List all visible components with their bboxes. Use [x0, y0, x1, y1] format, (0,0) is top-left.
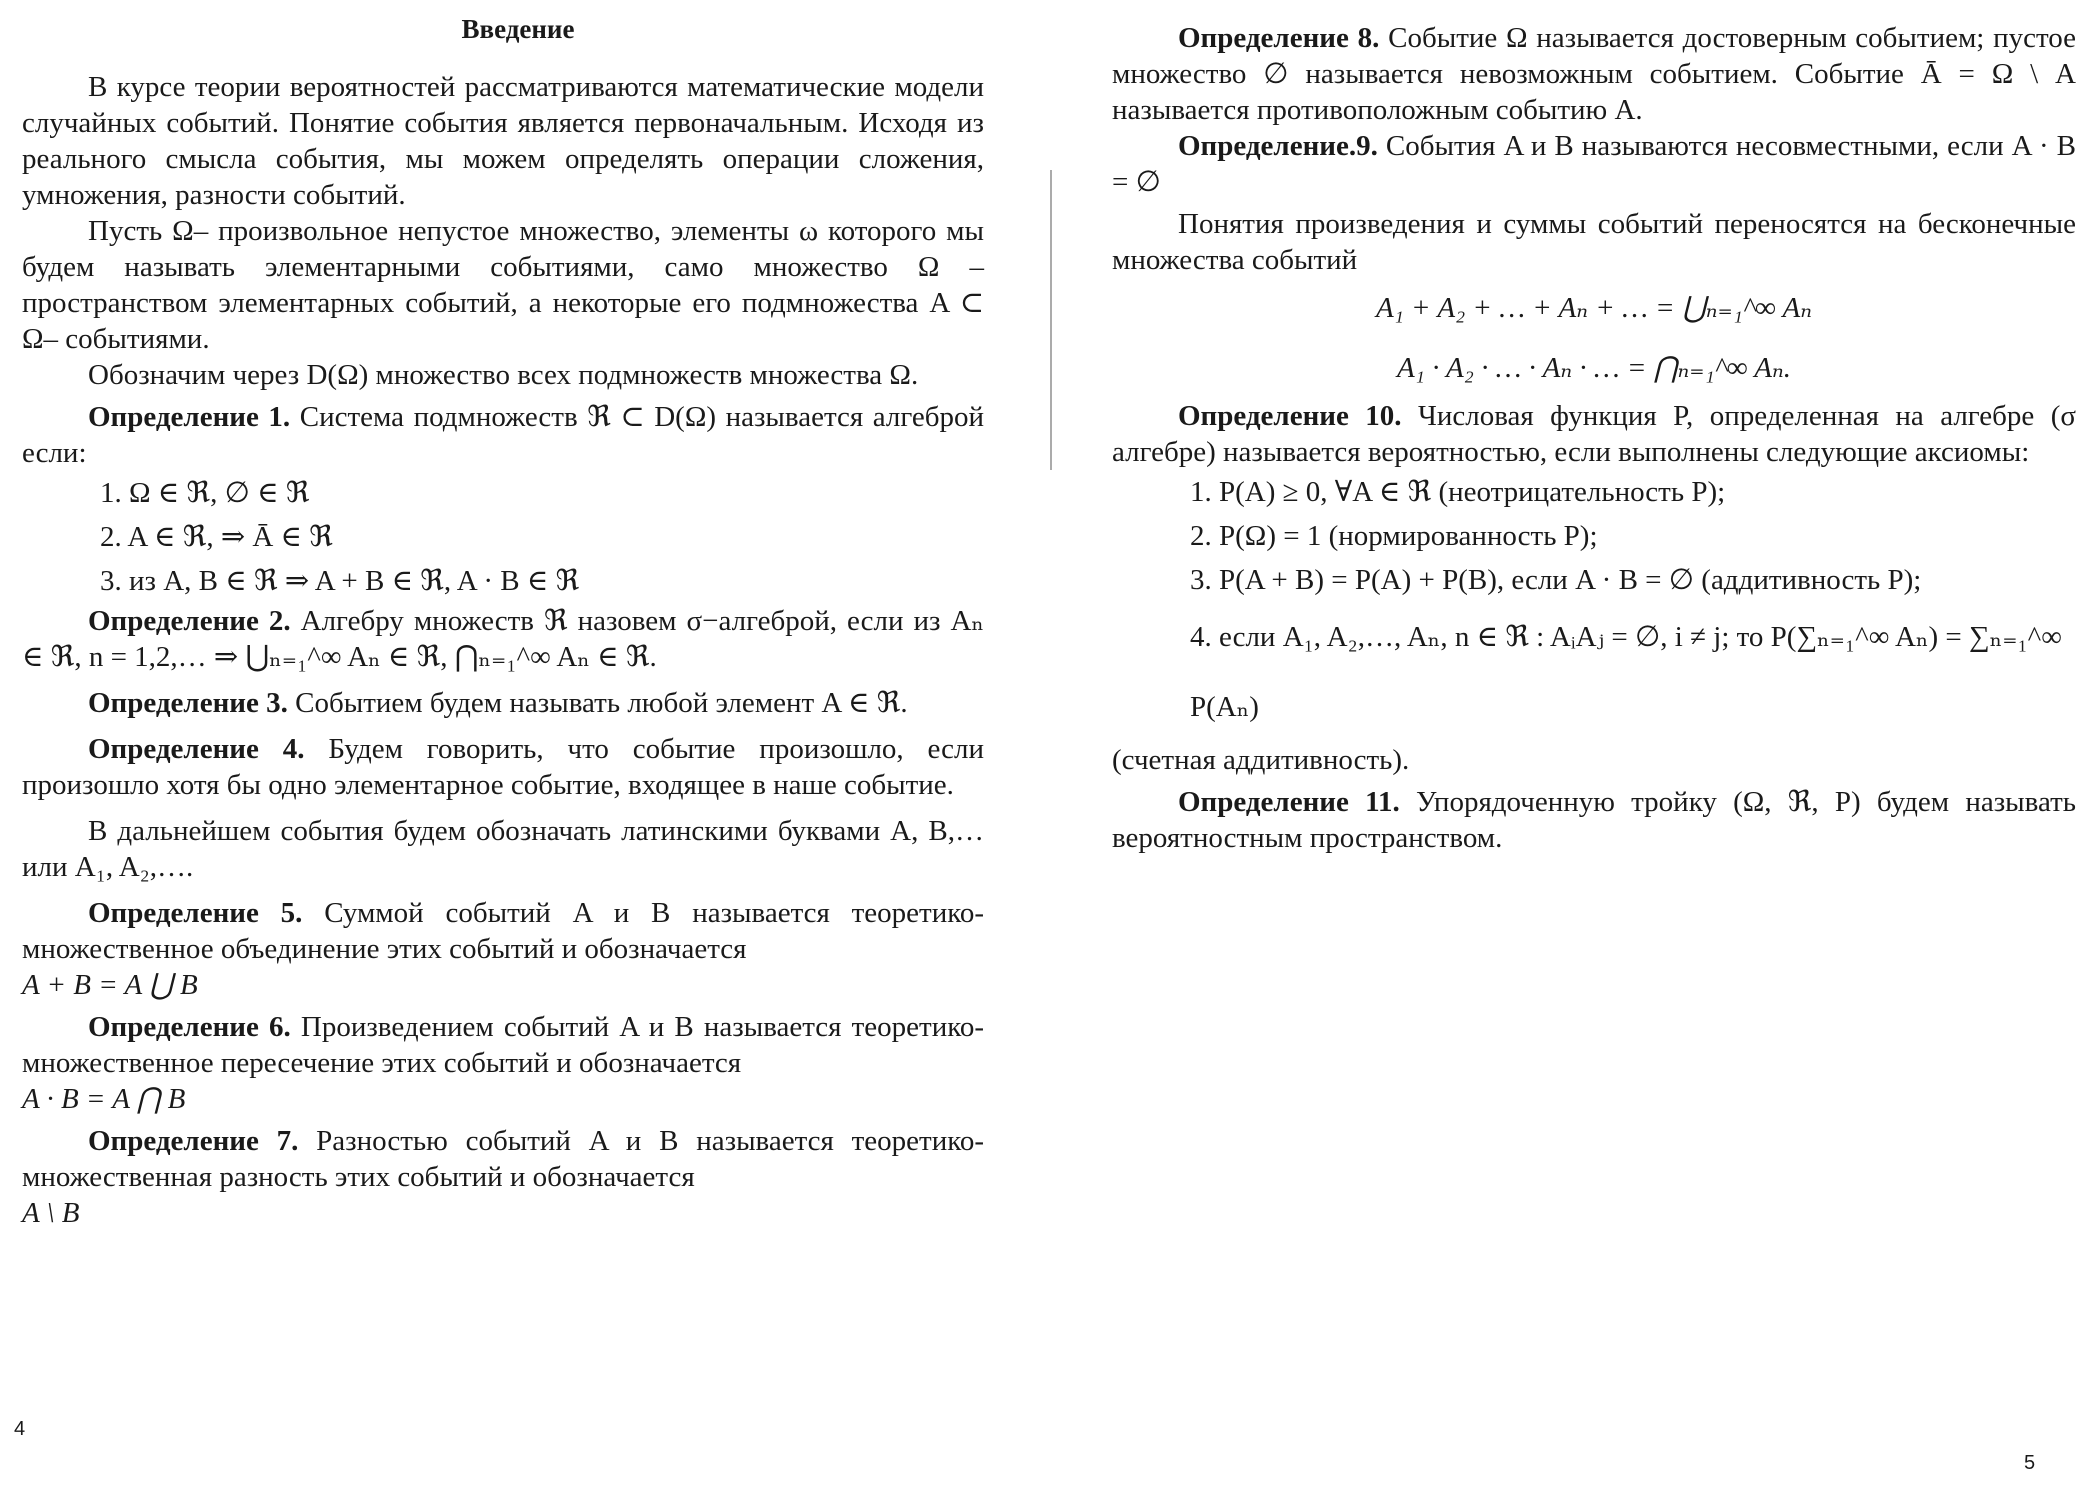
- definition-6-formula: [22, 1081, 984, 1117]
- union-formula: A + B = A ⋃ B: [22, 969, 198, 1001]
- definition-9-title: Определение.9.: [1178, 130, 1378, 162]
- definition-2-title: Определение 2.: [88, 605, 291, 637]
- infinite-sum-formula: A₁ + A₂ + … + Aₙ + … = ⋃ₙ₌₁^∞ Aₙ: [1376, 292, 1812, 324]
- definition-6-text: Произведением событий A и B называется теоретико-множественное пересечение этих событий и обозначается: [22, 1011, 985, 1079]
- axiom-1: 1. P(A) ≥ 0, ∀A ∈ ℜ (неотрицательность P);: [1190, 476, 1726, 508]
- intersection-formula: A · B = A ⋂ B: [22, 1083, 186, 1115]
- notation-paragraph: В дальнейшем события будем обозначать латинскими буквами A, B,… или A₁, A₂,….: [22, 815, 984, 883]
- definition-10-text: Числовая функция P, определенная на алгебре (σ алгебре) называется вероятностью, если выполнены следующие аксиомы:: [1112, 400, 2077, 468]
- def1-item-3: 3. из A, B ∈ ℜ ⇒ A + B ∈ ℜ, A · B ∈ ℜ: [100, 565, 580, 597]
- definition-11-title: Определение 11.: [1178, 786, 1400, 818]
- axiom-4-tail: (счетная аддитивность).: [1112, 744, 1410, 776]
- definition-7: [22, 1123, 984, 1195]
- definition-9: [1112, 128, 2076, 200]
- definition-8-text: Событие Ω называется достоверным событием; пустое множество ∅ называется невозможным событием. Событие Ā = Ω \ A называется противоположным событию A.: [1112, 22, 2077, 126]
- omega-paragraph: Пусть Ω– произвольное непустое множество, элементы ω которого мы будем называть элементарными событиями, само множество Ω – пространством элементарных событий, а некоторые его подмножества A ⊂ Ω– событиями.: [22, 215, 984, 355]
- definition-5-title: Определение 5.: [88, 897, 303, 929]
- definition-3: [22, 685, 984, 721]
- definition-4-text: Будем говорить, что событие произошло, если произошло хотя бы одно элементарное событие, входящее в наше событие.: [22, 733, 985, 801]
- def1-item-2: 2. A ∈ ℜ, ⇒ Ā ∈ ℜ: [100, 521, 333, 553]
- definition-2: [22, 603, 984, 675]
- definition-5-text: Суммой событий A и B называется теоретико-множественное объединение этих событий и обозначается: [22, 897, 985, 965]
- page-number-left: 4: [14, 1418, 26, 1440]
- definition-5: [22, 895, 984, 967]
- infinite-sets-paragraph: Понятия произведения и суммы событий переносятся на бесконечные множества событий: [1112, 208, 2076, 276]
- right-page: [1044, 0, 2088, 1488]
- definition-9-text: События A и B называются несовместными, если A · B = ∅: [1112, 130, 2077, 198]
- definition-1-title: Определение 1.: [88, 401, 291, 433]
- definition-10: [1112, 398, 2076, 470]
- definition-7-title: Определение 7.: [88, 1125, 299, 1157]
- definition-1: [22, 399, 984, 471]
- definition-10-title: Определение 10.: [1178, 400, 1402, 432]
- definition-11-text: Упорядоченную тройку (Ω, ℜ, P) будем называть вероятностным пространством.: [1112, 786, 2076, 854]
- definition-7-formula: [22, 1195, 984, 1231]
- definition-5-formula: [22, 967, 984, 1003]
- page-heading: Введение: [461, 14, 575, 44]
- def1-item-1: 1. Ω ∈ ℜ, ∅ ∈ ℜ: [100, 477, 310, 509]
- difference-formula: A \ B: [22, 1197, 80, 1229]
- page-number-right: 5: [2024, 1452, 2036, 1474]
- definition-3-title: Определение 3.: [88, 687, 288, 719]
- power-set-paragraph: Обозначим через D(Ω) множество всех подмножеств множества Ω.: [88, 359, 919, 391]
- definition-3-text: Событием будем называть любой элемент A ∈ ℜ.: [295, 687, 908, 719]
- axiom-2: 2. P(Ω) = 1 (нормированность P);: [1190, 520, 1598, 552]
- definition-11: [1112, 784, 2076, 856]
- axiom-4: 4. если A₁, A₂,…, Aₙ, n ∈ ℜ : AᵢAⱼ = ∅, i ≠ j; то P(∑ₙ₌₁^∞ Aₙ) = ∑ₙ₌₁^∞ P(Aₙ): [1190, 621, 2062, 723]
- definition-1-text: Система подмножеств ℜ ⊂ D(Ω) называется алгеброй если:: [22, 401, 985, 469]
- definition-4: [22, 731, 984, 803]
- definition-7-text: Разностью событий A и B называется теоретико-множественная разность этих событий и обозначается: [22, 1125, 985, 1193]
- infinite-product-formula: A₁ · A₂ · … · Aₙ · … = ⋂ₙ₌₁^∞ Aₙ.: [1397, 352, 1791, 384]
- definition-4-title: Определение 4.: [88, 733, 305, 765]
- definition-6-title: Определение 6.: [88, 1011, 291, 1043]
- definition-6: [22, 1009, 984, 1081]
- definition-8: [1112, 20, 2076, 128]
- definition-8-title: Определение 8.: [1178, 22, 1380, 54]
- intro-paragraph: В курсе теории вероятностей рассматриваются математические модели случайных событий. Понятие события является первоначальным. Исходя из реального смысла события, мы можем определять операции сложения, умножения, разности событий.: [22, 71, 984, 211]
- axiom-3: 3. P(A + B) = P(A) + P(B), если A · B = ∅ (аддитивность P);: [1190, 564, 1922, 596]
- definition-2-text: Алгебру множеств ℜ назовем σ−алгеброй, если из Aₙ ∈ ℜ, n = 1,2,… ⇒ ⋃ₙ₌₁^∞ Aₙ ∈ ℜ, ⋂ₙ₌₁^∞ Aₙ ∈ ℜ.: [22, 605, 984, 673]
